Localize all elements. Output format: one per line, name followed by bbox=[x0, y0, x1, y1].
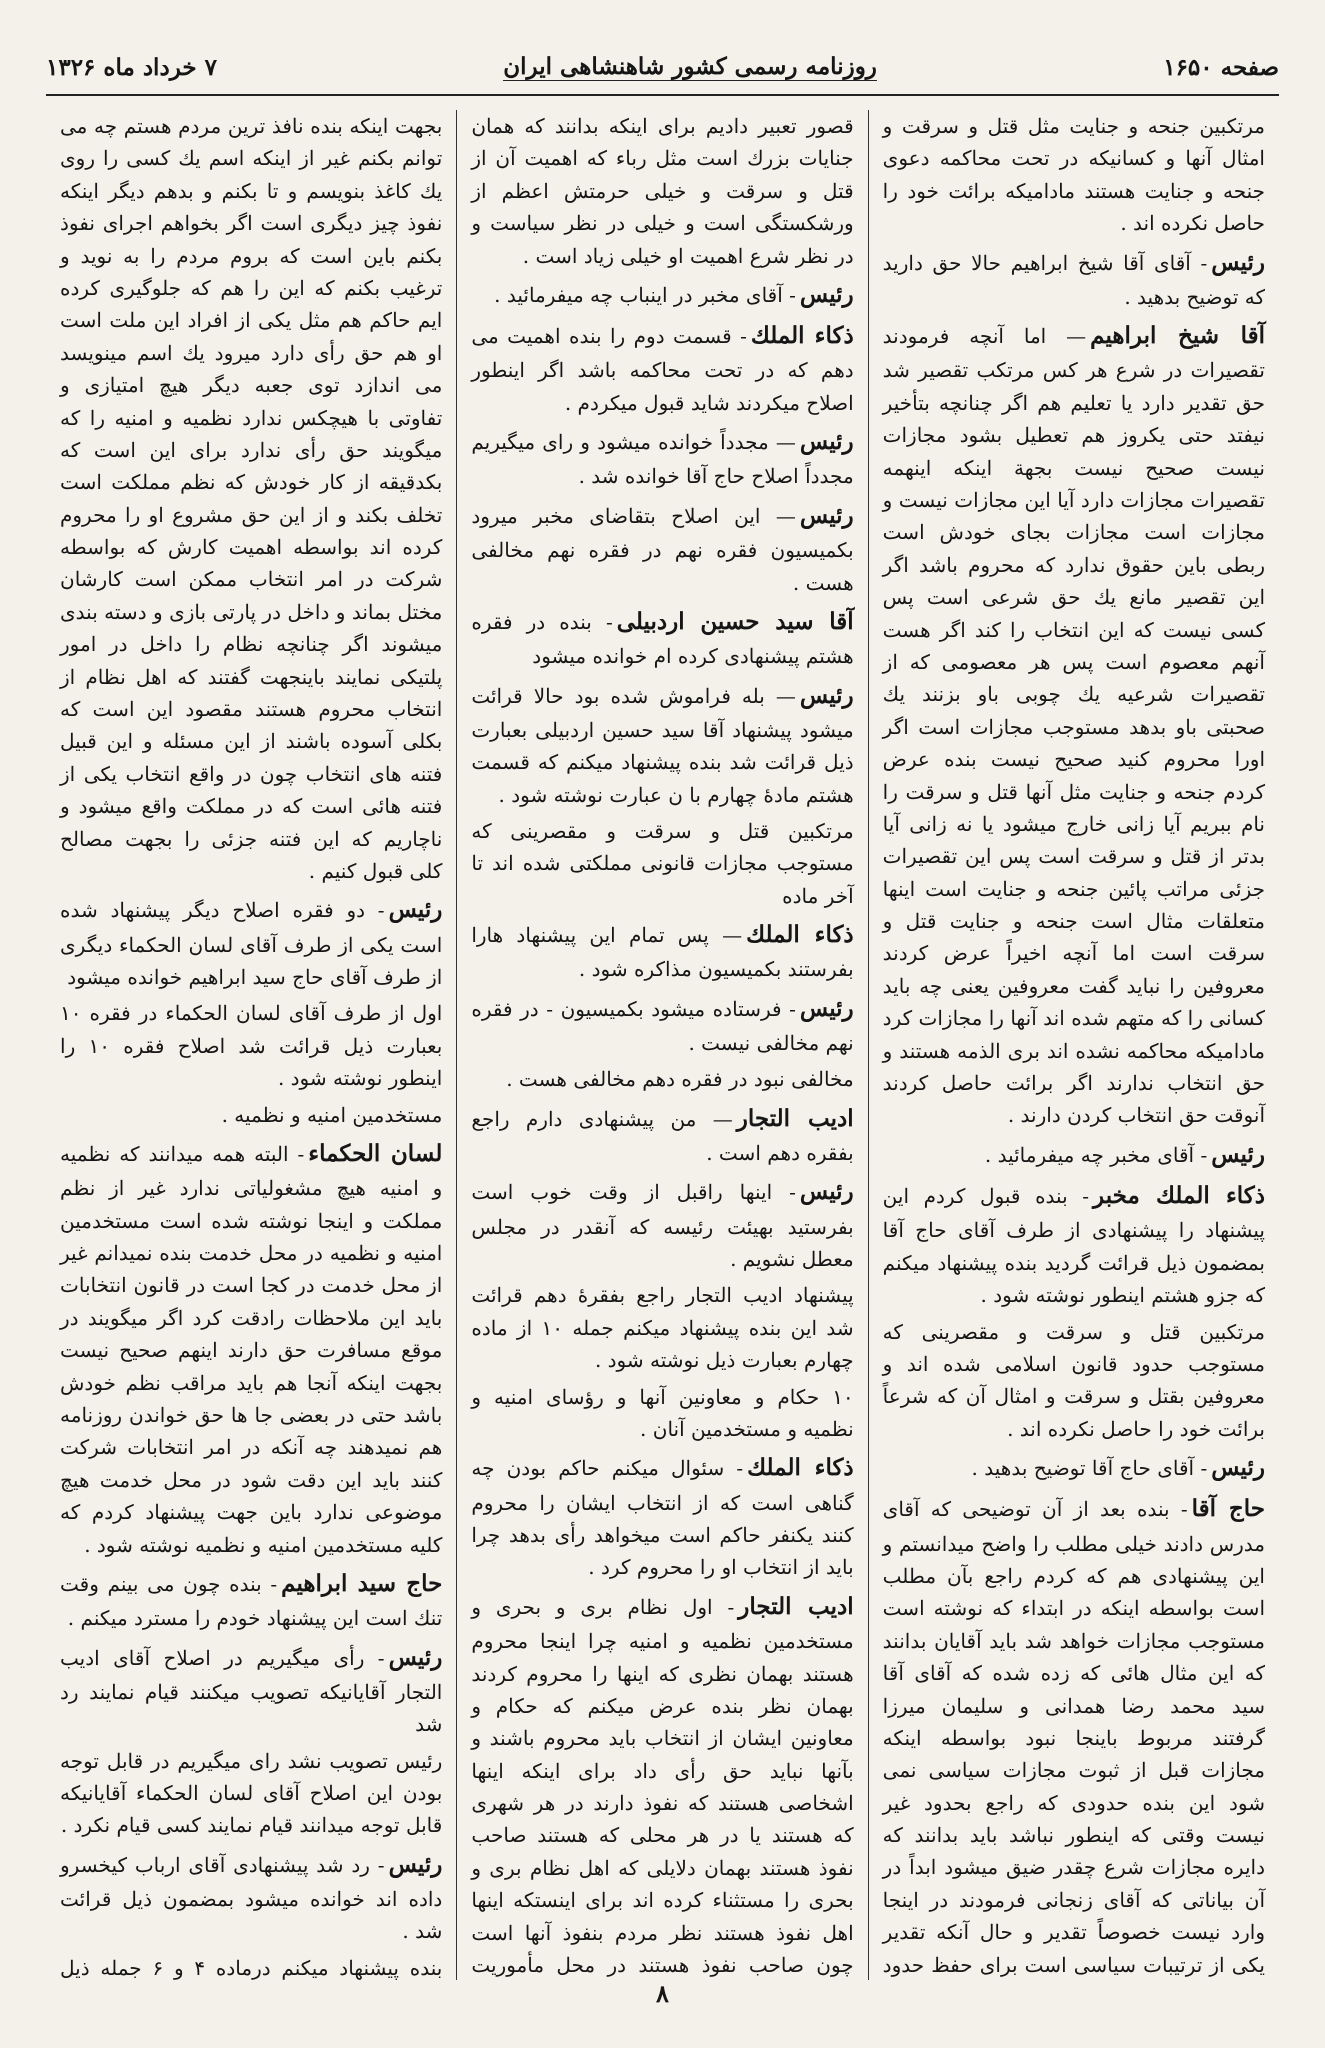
paragraph bbox=[883, 1316, 1265, 1446]
speaker-name: ادیب التجار bbox=[738, 1592, 854, 1620]
speaker-name: رئیس bbox=[799, 280, 854, 308]
paragraph bbox=[471, 317, 853, 419]
paragraph bbox=[471, 1100, 853, 1170]
paragraph bbox=[60, 1639, 442, 1741]
paragraph-text: — این اصلاح بتقاضای مخبر میرود بکمیسیون فقره نهم در فقره نهم مخالفی هست . bbox=[471, 503, 854, 595]
paragraph-text: رئیس تصویب نشد رای میگیریم در قابل توجه بودن این اصلاح آقای لسان الحکماء آقایانیکه قابل توجه میدانند قیام نمایند کسی قیام نکرد . bbox=[60, 1748, 443, 1838]
paragraph bbox=[883, 244, 1265, 314]
paragraph-text: - بنده در فقره هشتم پیشنهادی کرده ام خوانده میشود bbox=[471, 609, 854, 669]
paragraph bbox=[883, 317, 1265, 1132]
paragraph-text: بجهت اینکه بنده نافذ ترین مردم هستم چه می توانم بکنم غیر از اینکه اسم یك کسی را روی یك کاغذ بنویسم و تا بکنم و بدهم دیگر اینکه نفوذ چیز دیگری است اگر بخواهم اجرای نفوذ بکنم باین است که بروم مردم را به نوید و ترغیب بکنم که این را هم که جلوگیری کرده ایم حاکم هم مثل یکی از افراد این ملت است او هم حق رأی دارد میرود یك اسم مینویسد می اندازد توی جعبه دیگر هیچ امتیازی و تفاوتی با هیچکس ندارد نظمیه و امنیه را که میگویند حق رأی ندارد برای این است که بکدقیقه از کار خودش که نظم مملکت است تخلف بکند و از این حق مشروع او را محروم کرده اند بواسطه اهمیت کارش که بواسطه شرکت در امر انتخاب ممکن است کارشان مختل بماند و داخل در پارتی بازی و دسته بندی میشوند اگر چنانچه نظام را داخل در امور پلتیکی نمایند باینجهت گفتند که اهل نظام از انتخاب محروم هستند مقصود این است که بکلی آسوده باشند از این مسئله و این قبیل فتنه های انتخاب چون در واقع انتخاب یکی از فتنه هائی است که در مملکت واقع میشود و ناچاریم که این فتنه جزئی را بجهت مصالح کلی قبول کنیم . bbox=[60, 114, 443, 883]
speaker-name: رئیس bbox=[799, 1178, 854, 1206]
speaker-name: آقا سید حسین اردبیلی bbox=[616, 607, 854, 635]
paragraph bbox=[471, 1449, 853, 1583]
speaker-name: رئیس bbox=[388, 1643, 443, 1671]
paragraph-text: - سئوال میکنم حاکم بودن چه گناهی است که از انتخاب ایشان را محروم کنند یکنفر حاکم است میخواهد رأی بدهد چرا باید از انتخاب او را محروم کرد . bbox=[471, 1456, 854, 1580]
speaker-name: رئیس bbox=[388, 896, 443, 924]
paragraph bbox=[60, 891, 442, 993]
paragraph bbox=[883, 1449, 1265, 1486]
paragraph bbox=[883, 1177, 1265, 1311]
paragraph bbox=[471, 677, 853, 811]
speaker-name: رئیس bbox=[799, 501, 854, 529]
paragraph bbox=[60, 1135, 442, 1561]
speaker-name: ذکاء الملك bbox=[747, 1454, 854, 1482]
paragraph-text: - دو فقره اصلاح دیگر پیشنهاد شده است یکی از طرف آقای لسان الحکماء دیگری از طرف آقای حاج سید ابراهیم خوانده میشود bbox=[60, 898, 443, 990]
paragraph bbox=[471, 276, 853, 313]
paragraph bbox=[471, 423, 853, 493]
speaker-name: رئیس bbox=[388, 1850, 443, 1878]
speaker-name: رئیس bbox=[1211, 248, 1265, 276]
paragraph bbox=[60, 110, 442, 887]
paragraph-text: مستخدمین امنیه و نظمیه . bbox=[221, 1102, 443, 1127]
paragraph bbox=[471, 497, 853, 599]
paragraph bbox=[60, 997, 442, 1094]
paragraph bbox=[60, 1846, 442, 1948]
paragraph-text: - رد شد پیشنهادی آقای ارباب کیخسرو داده اند خوانده میشود بمضمون ذیل قرائت شد . bbox=[60, 1852, 443, 1944]
paragraph bbox=[471, 1279, 853, 1376]
paragraph-text: قصور تعبیر دادیم برای اینکه بدانند که همان جنایات بزرك است مثل رباء که اهمیت آن از قتل و سرقت و خیلی حرمتش اعظم از ورشکستگی است و خیلی در نظر سیاست و در نظر شرع اهمیت او خیلی زیاد است . bbox=[471, 114, 854, 268]
speaker-name: حاج سید ابراهیم bbox=[281, 1569, 443, 1597]
paragraph bbox=[471, 916, 853, 986]
paragraph bbox=[60, 1952, 442, 1980]
paragraph-text: پیشنهاد ادیب التجار راجع بفقرهٔ دهم قرائت شد این بنده پیشنهاد میکنم جمله ۱۰ از ماده چهارم بعبارت ذیل نوشته شود . bbox=[471, 1283, 854, 1373]
paragraph-text: ۱۰ حکام و معاونین آنها و رؤسای امنیه و نظمیه و مستخدمین آنان . bbox=[471, 1384, 854, 1442]
newspaper-title: روزنامه رسمی کشور شاهنشاهی ایران bbox=[503, 53, 877, 80]
paragraph-text: — مجدداً خوانده میشود و رای میگیریم مجدداً اصلاح حاج آقا خوانده شد . bbox=[471, 430, 854, 489]
page-number: ۸ bbox=[656, 1979, 669, 2008]
paragraph-text: - رأی میگیریم در اصلاح آقای ادیب التجار آقایانیکه تصویب میکنند قیام نمایند رد شد bbox=[60, 1645, 443, 1737]
paragraph-text: - بنده قبول کردم این پیشنهاد را پیشنهادی از طرف آقای حاج آقا بمضمون ذیل قرائت گردید بنده پیشنهاد میکنم که جزو هشتم اینطور نوشته شود . bbox=[882, 1184, 1265, 1308]
paragraph-text: - اول نظام بری و بحری و مستخدمین نظمیه و امنیه چرا اینجا محروم هستند بهمان نظری که اینها را محروم کردند بهمان نظر بنده عرض میکنم که حکام و معاونین ایشان از انتخاب باید محروم باشند و بآنها نباید حق رأی داد برای اینکه اینها اشخاصی هستند که نفوذ دارند در هر شهری که هستند یا در هر محلی که هستند صاحب نفوذ هستند بهمان دلایلی که اهل نظام بری و بحری را مستثناء کرده اند برای اینستکه اینها اهل نفوذ هستند نظر مردم بنفوذ آنها است چون صاحب نفوذ هستند در محل مأموریت bbox=[471, 1594, 854, 1978]
speaker-name: ذکاء الملك bbox=[746, 921, 854, 949]
column-right bbox=[869, 110, 1279, 1980]
speaker-name: رئیس bbox=[1211, 1454, 1265, 1482]
paragraph-text: بنده پیشنهاد میکنم درماده ۴ و ۶ جمله ذیل bbox=[60, 1955, 443, 1980]
paragraph-text: - اینها راقبل از وقت خوب است بفرستید بهیئت رئیسه که آنقدر در مجلس معطل نشویم . bbox=[471, 1180, 854, 1272]
paragraph bbox=[471, 1063, 853, 1095]
paragraph bbox=[60, 1099, 442, 1131]
paragraph bbox=[471, 990, 853, 1060]
column-middle bbox=[457, 110, 868, 1980]
paragraph bbox=[883, 1490, 1265, 1980]
paragraph-text: - آقای حاج آقا توضیح بدهید . bbox=[971, 1456, 1208, 1481]
paragraph bbox=[471, 110, 853, 272]
paragraph bbox=[60, 1745, 442, 1842]
paragraph bbox=[471, 1588, 853, 1980]
column-left bbox=[46, 110, 457, 1980]
paragraph-text: مرتکبین قتل و سرقت و مقصرینی که مستوجب حدود قانون اسلامی شده اند و معروفین بقتل و سرقت و امثال آن که شرعاً برائت خود را حاصل نکرده اند . bbox=[882, 1319, 1265, 1441]
paragraph bbox=[883, 110, 1265, 240]
paragraph-text: — پس تمام این پیشنهاد هارا بفرستند بکمیسیون مذاکره شود . bbox=[471, 923, 854, 982]
paragraph-text: - قسمت دوم را بنده اهمیت می دهم که در تحت محاکمه باشد اگر اینطور اصلاح میکردند شاید قبول میکردم . bbox=[471, 324, 854, 415]
paragraph bbox=[471, 1381, 853, 1446]
paragraph-text: - بنده چون می بینم وقت تنك است این پیشنهاد خودم را مسترد میکنم . bbox=[60, 1571, 443, 1631]
speaker-name: لسان الحکماء bbox=[308, 1139, 443, 1167]
paragraph-text: مرتکبین قتل و سرقت و مقصرینی که مستوجب مجازات قانونی مملکتی شده اند تا آخر ماده bbox=[471, 818, 854, 908]
speaker-name: ذکاء الملك مخبر bbox=[1093, 1182, 1265, 1210]
paragraph-text: - بنده بعد از آن توضیحی که آقای مدرس دادند خیلی مطلب را واضح میدانستم و این پیشنهادی هم که کردم راجع بآن مطلب است بواسطه اینکه در ابتداء که نوشته است مستوجب مجازات خواهد شد باید آقایان بدانند که این مثال هائی که زده شده که آقای آقا سید محمد رضا همدانی و سلیمان میرزا گرفتند مربوط باینجا نبود بواسطه اینکه مجازات قبل از ثبوت مجازات سیاسی نمی شود این بنده حدودی که راجع بحدود غیر نیست وقتی که اینطور نباشد باید بدانند که دایره مجازات شرع چقدر ضیق میشود ابداً در آن بیاناتی که آقای زنجانی فرمودند در اینجا وارد نیست خصوصاً تقدیر و حال آنکه تقدیر یکی از ترتیبات سیاسی است برای حفظ حدود bbox=[882, 1497, 1265, 1977]
paragraph-text: اول از طرف آقای لسان الحکماء در فقره ۱۰ بعبارت ذیل قرائت شد اصلاح فقره ۱۰ را اینطور نوشته شود . bbox=[60, 1001, 443, 1091]
paragraph-text: - آقای آقا شیخ ابراهیم حالا حق دارید که توضیح بدهید . bbox=[882, 250, 1265, 309]
paragraph-text: مرتکبین جنحه و جنایت مثل قتل و سرقت و امثال آنها و کسانیکه در تحت محاکمه دعوی جنحه و جنایت هستند مادامیکه برائت خود را حاصل نکرده اند . bbox=[882, 114, 1265, 236]
page-label: صفحه ۱۶۵۰ bbox=[1163, 53, 1279, 81]
speaker-name: ادیب التجار bbox=[736, 1104, 854, 1132]
speaker-name: حاج آقا bbox=[1191, 1495, 1265, 1523]
paragraph-text: - البته همه میدانند که نظمیه و امنیه هیچ مشغولیاتی ندارد غیر از نظم مملکت و اینجا نوشته شده است مستخدمین امنیه و نظمیه در محل خدمت بنده نمیدانم غیر از محل خدمت در کجا است در قانون انتخابات باید این ملاحظات رادقت کرد اگر میگویند در موقع مسافرت حق دارند اینهم صحیح نیست بجهت اینکه آنجا هم باید مراقب نظم خودش باشد حتی در بعضی جا ها حق خواندن روزنامه هم نمیدهند چه آنکه در امر انتخابات شرکت کنند باید این دقت شود در محل خدمت هیچ موضوعی ندارد باین جهت پیشنهاد کردم که کلیه مستخدمین امنیه و نظمیه نوشته شود . bbox=[60, 1141, 443, 1557]
speaker-name: رئیس bbox=[799, 994, 854, 1022]
speaker-name: ذکاء الملك bbox=[750, 322, 854, 350]
paragraph-text: - آقای مخبر در اینباب چه میفرمائید . bbox=[494, 282, 796, 307]
paragraph-text: — اما آنچه فرمودند تقصیرات در شرع هر کس مرتکب تقصیر شد حق تقدیر دارد یا تعلیم هم اگر چنانچه بتأخیر نیفتد حتی یکروز هم تعطیل بشود مجازات نیست صحیح نیست بجهة اینکه اینهمه تقصیرات مجازات دارد آیا این مجازات نیست و مجازات است مجازات بجای خودش است ربطی باین حقوق ندارد که محروم باشد اگر این تقصیر مانع یك حق شرعی است پس کسی نیست که این انتخاب را کند اگر هست آنهم معصوم است پس هر معصومی که از تقصیرات شرعیه یك چوبی باو بزنند یك صحبتی باو بدهد مستوجب مجازات است اگر اورا محروم کنید صحیح نیست بنده عرض کردم جنحه و جنایت مثل آنها قتل و سرقت را نام ببریم آیا زانی خارج میشود یا نه زانی آیا بدتر از قتل و سرقت است پس این تقصیرات جزئی مراتب پائین جنحه و جنایت است اینها متعلقات مثال است جنحه و جنایت قتل و سرقت است اما آنچه اخیراً عرض کردند معروفین را نباید گفت معروفین یعنی چه باید کسانی را که متهم شده اند آنها را مجازات کرد مادامیکه محاکمه نشده اند بری الذمه هستند و حق انتخاب ندارند اگر برائت حاصل کردند آنوقت حق انتخاب کردن دارند . bbox=[882, 324, 1265, 1128]
paragraph bbox=[471, 603, 853, 673]
paragraph bbox=[883, 1136, 1265, 1173]
speaker-name: آقا شیخ ابراهیم bbox=[1090, 322, 1265, 350]
text-columns bbox=[46, 110, 1279, 1980]
paragraph-text: — من پیشنهادی دارم راجع بفقره دهم است . bbox=[471, 1106, 854, 1166]
paragraph-text: — بله فراموش شده بود حالا قرائت میشود پیشنهاد آقا سید حسین اردبیلی بعبارت ذیل قرائت شد بنده پیشنهاد میکنم که قسمت هشتم مادهٔ چهارم با ن عبارت نوشته شود . bbox=[471, 683, 854, 807]
paragraph bbox=[471, 815, 853, 912]
speaker-name: رئیس bbox=[1211, 1140, 1265, 1168]
speaker-name: رئیس bbox=[799, 681, 854, 709]
paragraph-text: - آقای مخبر چه میفرمائید . bbox=[984, 1142, 1208, 1167]
issue-date: ۷ خرداد ماه ۱۳۲۶ bbox=[46, 53, 217, 81]
paragraph bbox=[60, 1565, 442, 1635]
paragraph bbox=[471, 1173, 853, 1275]
page-header bbox=[46, 40, 1279, 96]
speaker-name: رئیس bbox=[799, 428, 854, 456]
paragraph-text: - فرستاده میشود بکمیسیون - در فقره نهم مخالفی نیست . bbox=[471, 996, 854, 1056]
paragraph-text: مخالفی نبود در فقره دهم مخالفی هست . bbox=[506, 1067, 854, 1092]
